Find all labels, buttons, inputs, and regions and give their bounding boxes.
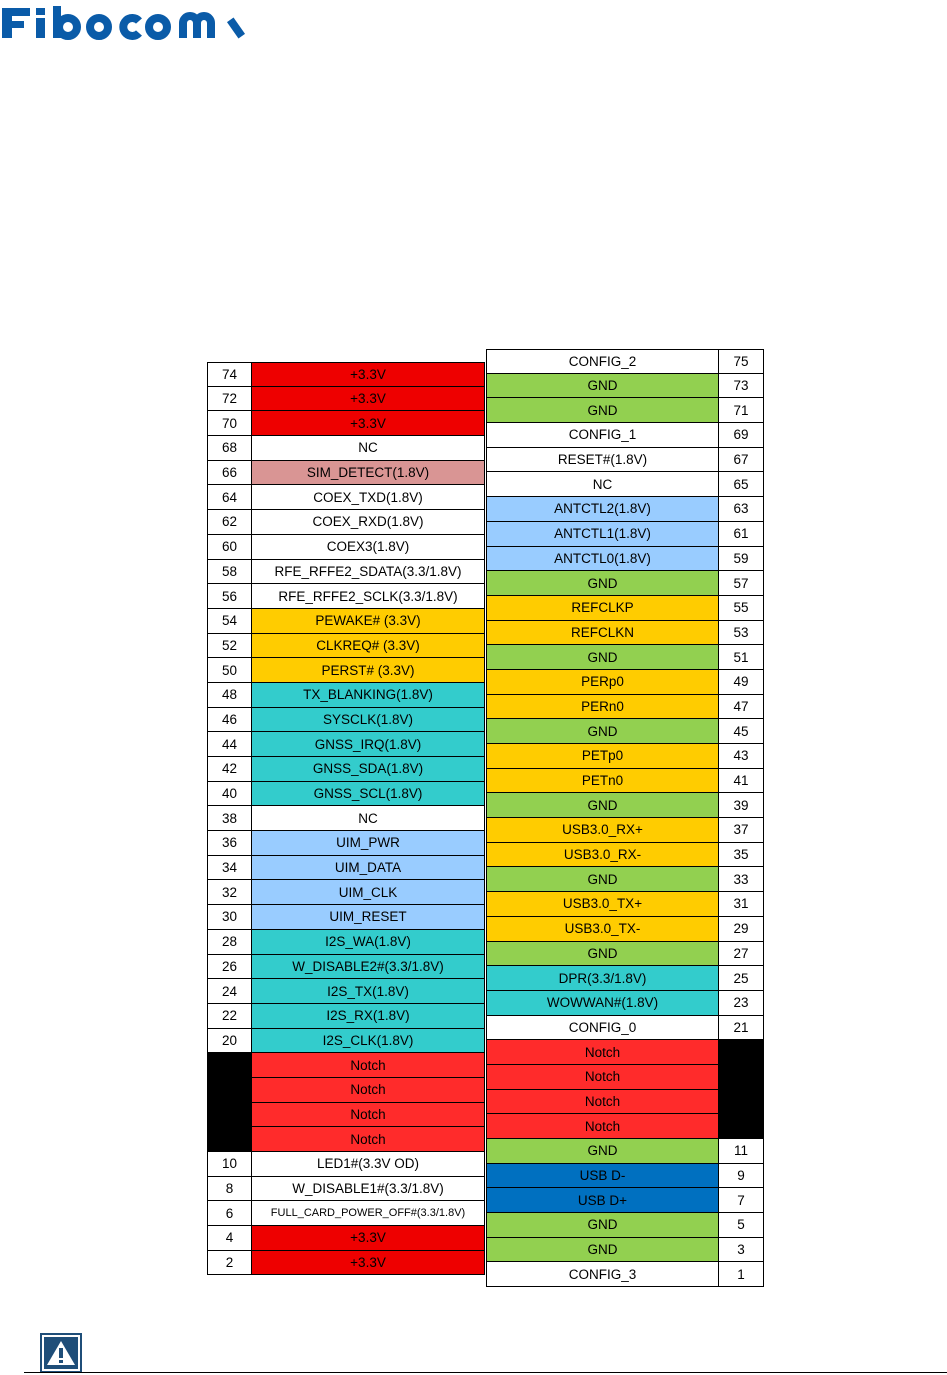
pin-number: 34 [207,856,252,881]
pin-row [486,1016,764,1041]
pin-row [207,1226,485,1251]
pin-number: 75 [719,349,764,374]
pin-number: 74 [207,362,252,387]
pin-number: 10 [207,1152,252,1177]
pin-row [207,609,485,634]
pin-signal: I2S_WA(1.8V) [252,930,485,955]
pin-signal: COEX_TXD(1.8V) [252,485,485,510]
pin-number: 7 [719,1188,764,1213]
pin-row [486,966,764,991]
pin-row [486,818,764,843]
pin-number [207,1103,252,1128]
pin-number: 39 [719,793,764,818]
pin-row [207,856,485,881]
pin-row [207,658,485,683]
pin-row [207,387,485,412]
pin-signal: Notch [486,1040,719,1065]
pin-signal: REFCLKN [486,621,719,646]
pin-row [486,1188,764,1213]
pin-row [207,1177,485,1202]
pin-signal: PERST# (3.3V) [252,658,485,683]
pin-signal: USB3.0_TX- [486,917,719,942]
pin-number: 1 [719,1262,764,1287]
pin-row [207,979,485,1004]
pin-signal: I2S_TX(1.8V) [252,979,485,1004]
pin-number: 36 [207,831,252,856]
pin-signal: GNSS_SCL(1.8V) [252,782,485,807]
pin-signal: Notch [252,1053,485,1078]
pin-number: 40 [207,782,252,807]
pin-row [207,831,485,856]
pin-number: 44 [207,732,252,757]
pin-signal: ANTCTL1(1.8V) [486,522,719,547]
pin-number: 58 [207,560,252,585]
footer-divider [24,1372,947,1373]
pin-signal: CONFIG_0 [486,1016,719,1041]
pin-number: 23 [719,991,764,1016]
pin-number: 51 [719,645,764,670]
pin-row [486,349,764,374]
pin-row [486,1114,764,1139]
pin-number: 60 [207,535,252,560]
pin-signal: RFE_RFFE2_SCLK(3.3/1.8V) [252,584,485,609]
pin-row [207,1053,485,1078]
pin-row [486,670,764,695]
pin-number: 65 [719,472,764,497]
pin-signal: +3.3V [252,411,485,436]
pin-number: 67 [719,448,764,473]
pin-signal: Notch [486,1114,719,1139]
pin-row [207,1004,485,1029]
pin-number [207,1127,252,1152]
pin-number: 8 [207,1177,252,1202]
pin-number: 20 [207,1029,252,1054]
pin-row [207,485,485,510]
pin-number: 30 [207,905,252,930]
pin-signal: GND [486,1213,719,1238]
pin-row [486,497,764,522]
pin-number: 4 [207,1226,252,1251]
pin-number: 56 [207,584,252,609]
pin-row [486,744,764,769]
pin-signal: GND [486,374,719,399]
pin-signal: +3.3V [252,1226,485,1251]
pin-number: 66 [207,461,252,486]
pin-signal: NC [252,806,485,831]
pin-row [207,411,485,436]
pin-signal: Notch [252,1127,485,1152]
warning-icon [40,1333,82,1373]
pin-signal: PETn0 [486,769,719,794]
pin-signal: CONFIG_1 [486,423,719,448]
pin-number [719,1114,764,1139]
right-pin-column [486,349,764,1287]
pin-row [207,560,485,585]
pin-signal: USB D- [486,1164,719,1189]
pin-number: 52 [207,634,252,659]
pin-number [719,1090,764,1115]
pin-number: 41 [719,769,764,794]
pin-row [486,1139,764,1164]
pin-row [486,571,764,596]
pin-signal: USB3.0_TX+ [486,892,719,917]
pin-number: 64 [207,485,252,510]
pin-row [486,1040,764,1065]
pin-number: 22 [207,1004,252,1029]
pin-number: 69 [719,423,764,448]
pin-row [486,843,764,868]
pin-row [207,1201,485,1226]
pin-row [207,1029,485,1054]
pin-signal: TX_BLANKING(1.8V) [252,683,485,708]
pin-row [207,362,485,387]
pin-number: 59 [719,547,764,572]
pin-number: 2 [207,1251,252,1276]
pin-number: 55 [719,596,764,621]
pin-number: 33 [719,867,764,892]
pin-row [486,695,764,720]
pin-number [719,1040,764,1065]
pin-row [486,448,764,473]
pin-signal: GND [486,645,719,670]
pin-row [207,634,485,659]
pin-signal: COEX_RXD(1.8V) [252,510,485,535]
pin-signal: RESET#(1.8V) [486,448,719,473]
pin-row [207,757,485,782]
pin-signal: CLKREQ# (3.3V) [252,634,485,659]
pin-signal: Notch [252,1103,485,1128]
pin-signal: W_DISABLE2#(3.3/1.8V) [252,955,485,980]
pin-row [207,806,485,831]
pin-row [486,1238,764,1263]
pin-number: 68 [207,436,252,461]
pin-signal: NC [486,472,719,497]
pin-number [207,1078,252,1103]
pin-signal: GND [486,719,719,744]
pin-signal: +3.3V [252,1251,485,1276]
pin-row [207,1251,485,1276]
pin-signal: REFCLKP [486,596,719,621]
pin-number: 73 [719,374,764,399]
pin-signal: SYSCLK(1.8V) [252,708,485,733]
pin-number: 5 [719,1213,764,1238]
pin-row [207,584,485,609]
pin-signal: USB D+ [486,1188,719,1213]
pin-number [719,1065,764,1090]
pin-signal: GND [486,942,719,967]
pin-row [486,942,764,967]
pin-signal: CONFIG_3 [486,1262,719,1287]
pin-number: 43 [719,744,764,769]
pin-signal: UIM_CLK [252,880,485,905]
pin-row [486,719,764,744]
pin-signal: GND [486,793,719,818]
pin-number: 45 [719,719,764,744]
pin-signal: WOWWAN#(1.8V) [486,991,719,1016]
pin-row [486,621,764,646]
pin-signal: LED1#(3.3V OD) [252,1152,485,1177]
pin-signal: W_DISABLE1#(3.3/1.8V) [252,1177,485,1202]
pin-row [486,1090,764,1115]
pin-number: 9 [719,1164,764,1189]
pin-number: 35 [719,843,764,868]
pin-row [207,955,485,980]
pin-signal: UIM_DATA [252,856,485,881]
pin-row [207,461,485,486]
pin-row [486,917,764,942]
pin-row [486,867,764,892]
pin-number: 28 [207,930,252,955]
pin-row [486,1065,764,1090]
pin-signal: DPR(3.3/1.8V) [486,966,719,991]
pin-row [207,732,485,757]
pin-row [486,547,764,572]
pin-number: 29 [719,917,764,942]
pin-number: 6 [207,1201,252,1226]
pin-signal: GNSS_SDA(1.8V) [252,757,485,782]
pin-row [207,782,485,807]
pin-number: 38 [207,806,252,831]
pin-number: 11 [719,1139,764,1164]
pin-row [486,1164,764,1189]
pin-row [486,793,764,818]
pin-number [207,1053,252,1078]
left-pin-column [207,362,485,1275]
pin-row [207,1078,485,1103]
pin-row [486,596,764,621]
pin-number: 27 [719,942,764,967]
pin-number: 71 [719,398,764,423]
pin-number: 3 [719,1238,764,1263]
pin-signal: GND [486,1139,719,1164]
pin-signal: GND [486,867,719,892]
pin-signal: PERp0 [486,670,719,695]
pin-signal: SIM_DETECT(1.8V) [252,461,485,486]
pin-signal: +3.3V [252,362,485,387]
pin-row [486,991,764,1016]
pin-signal: ANTCTL2(1.8V) [486,497,719,522]
pin-number: 53 [719,621,764,646]
pin-number: 72 [207,387,252,412]
pin-signal: CONFIG_2 [486,349,719,374]
pin-signal: Notch [252,1078,485,1103]
pin-row [207,880,485,905]
pin-number: 25 [719,966,764,991]
pin-row [207,510,485,535]
pin-signal: NC [252,436,485,461]
pin-row [486,472,764,497]
pin-number: 62 [207,510,252,535]
pin-row [486,522,764,547]
pin-signal: I2S_CLK(1.8V) [252,1029,485,1054]
pin-number: 46 [207,708,252,733]
pin-row [207,1127,485,1152]
pin-row [207,708,485,733]
pin-number: 37 [719,818,764,843]
pin-row [207,930,485,955]
pin-number: 49 [719,670,764,695]
pin-row [486,423,764,448]
pin-number: 47 [719,695,764,720]
pin-signal: Notch [486,1090,719,1115]
pin-number: 24 [207,979,252,1004]
pin-signal: FULL_CARD_POWER_OFF#(3.3/1.8V) [252,1201,485,1226]
pin-row [486,374,764,399]
pin-signal: PERn0 [486,695,719,720]
pin-number: 48 [207,683,252,708]
pin-number: 70 [207,411,252,436]
pin-row [486,398,764,423]
pin-signal: USB3.0_RX+ [486,818,719,843]
pin-row [486,645,764,670]
pin-row [486,769,764,794]
pin-row [207,1152,485,1177]
pin-signal: GND [486,1238,719,1263]
pin-signal: I2S_RX(1.8V) [252,1004,485,1029]
pin-row [207,905,485,930]
pin-row [207,436,485,461]
pin-number: 32 [207,880,252,905]
pin-number: 54 [207,609,252,634]
pin-number: 63 [719,497,764,522]
pin-signal: PEWAKE# (3.3V) [252,609,485,634]
pin-signal: PETp0 [486,744,719,769]
pin-signal: Notch [486,1065,719,1090]
pin-signal: RFE_RFFE2_SDATA(3.3/1.8V) [252,560,485,585]
pin-row [486,1213,764,1238]
pin-signal: GND [486,398,719,423]
pin-row [207,683,485,708]
pin-signal: UIM_RESET [252,905,485,930]
pin-row [486,892,764,917]
pin-number: 50 [207,658,252,683]
pin-row [486,1262,764,1287]
pin-number: 42 [207,757,252,782]
pin-row [207,1103,485,1128]
pin-number: 26 [207,955,252,980]
pin-signal: +3.3V [252,387,485,412]
pin-signal: GND [486,571,719,596]
pin-signal: USB3.0_RX- [486,843,719,868]
pin-signal: GNSS_IRQ(1.8V) [252,732,485,757]
pin-signal: UIM_PWR [252,831,485,856]
fibocom-logo [0,2,250,42]
pin-number: 31 [719,892,764,917]
pin-number: 57 [719,571,764,596]
pin-row [207,535,485,560]
pin-number: 61 [719,522,764,547]
pin-signal: COEX3(1.8V) [252,535,485,560]
pin-signal: ANTCTL0(1.8V) [486,547,719,572]
pin-number: 21 [719,1016,764,1041]
